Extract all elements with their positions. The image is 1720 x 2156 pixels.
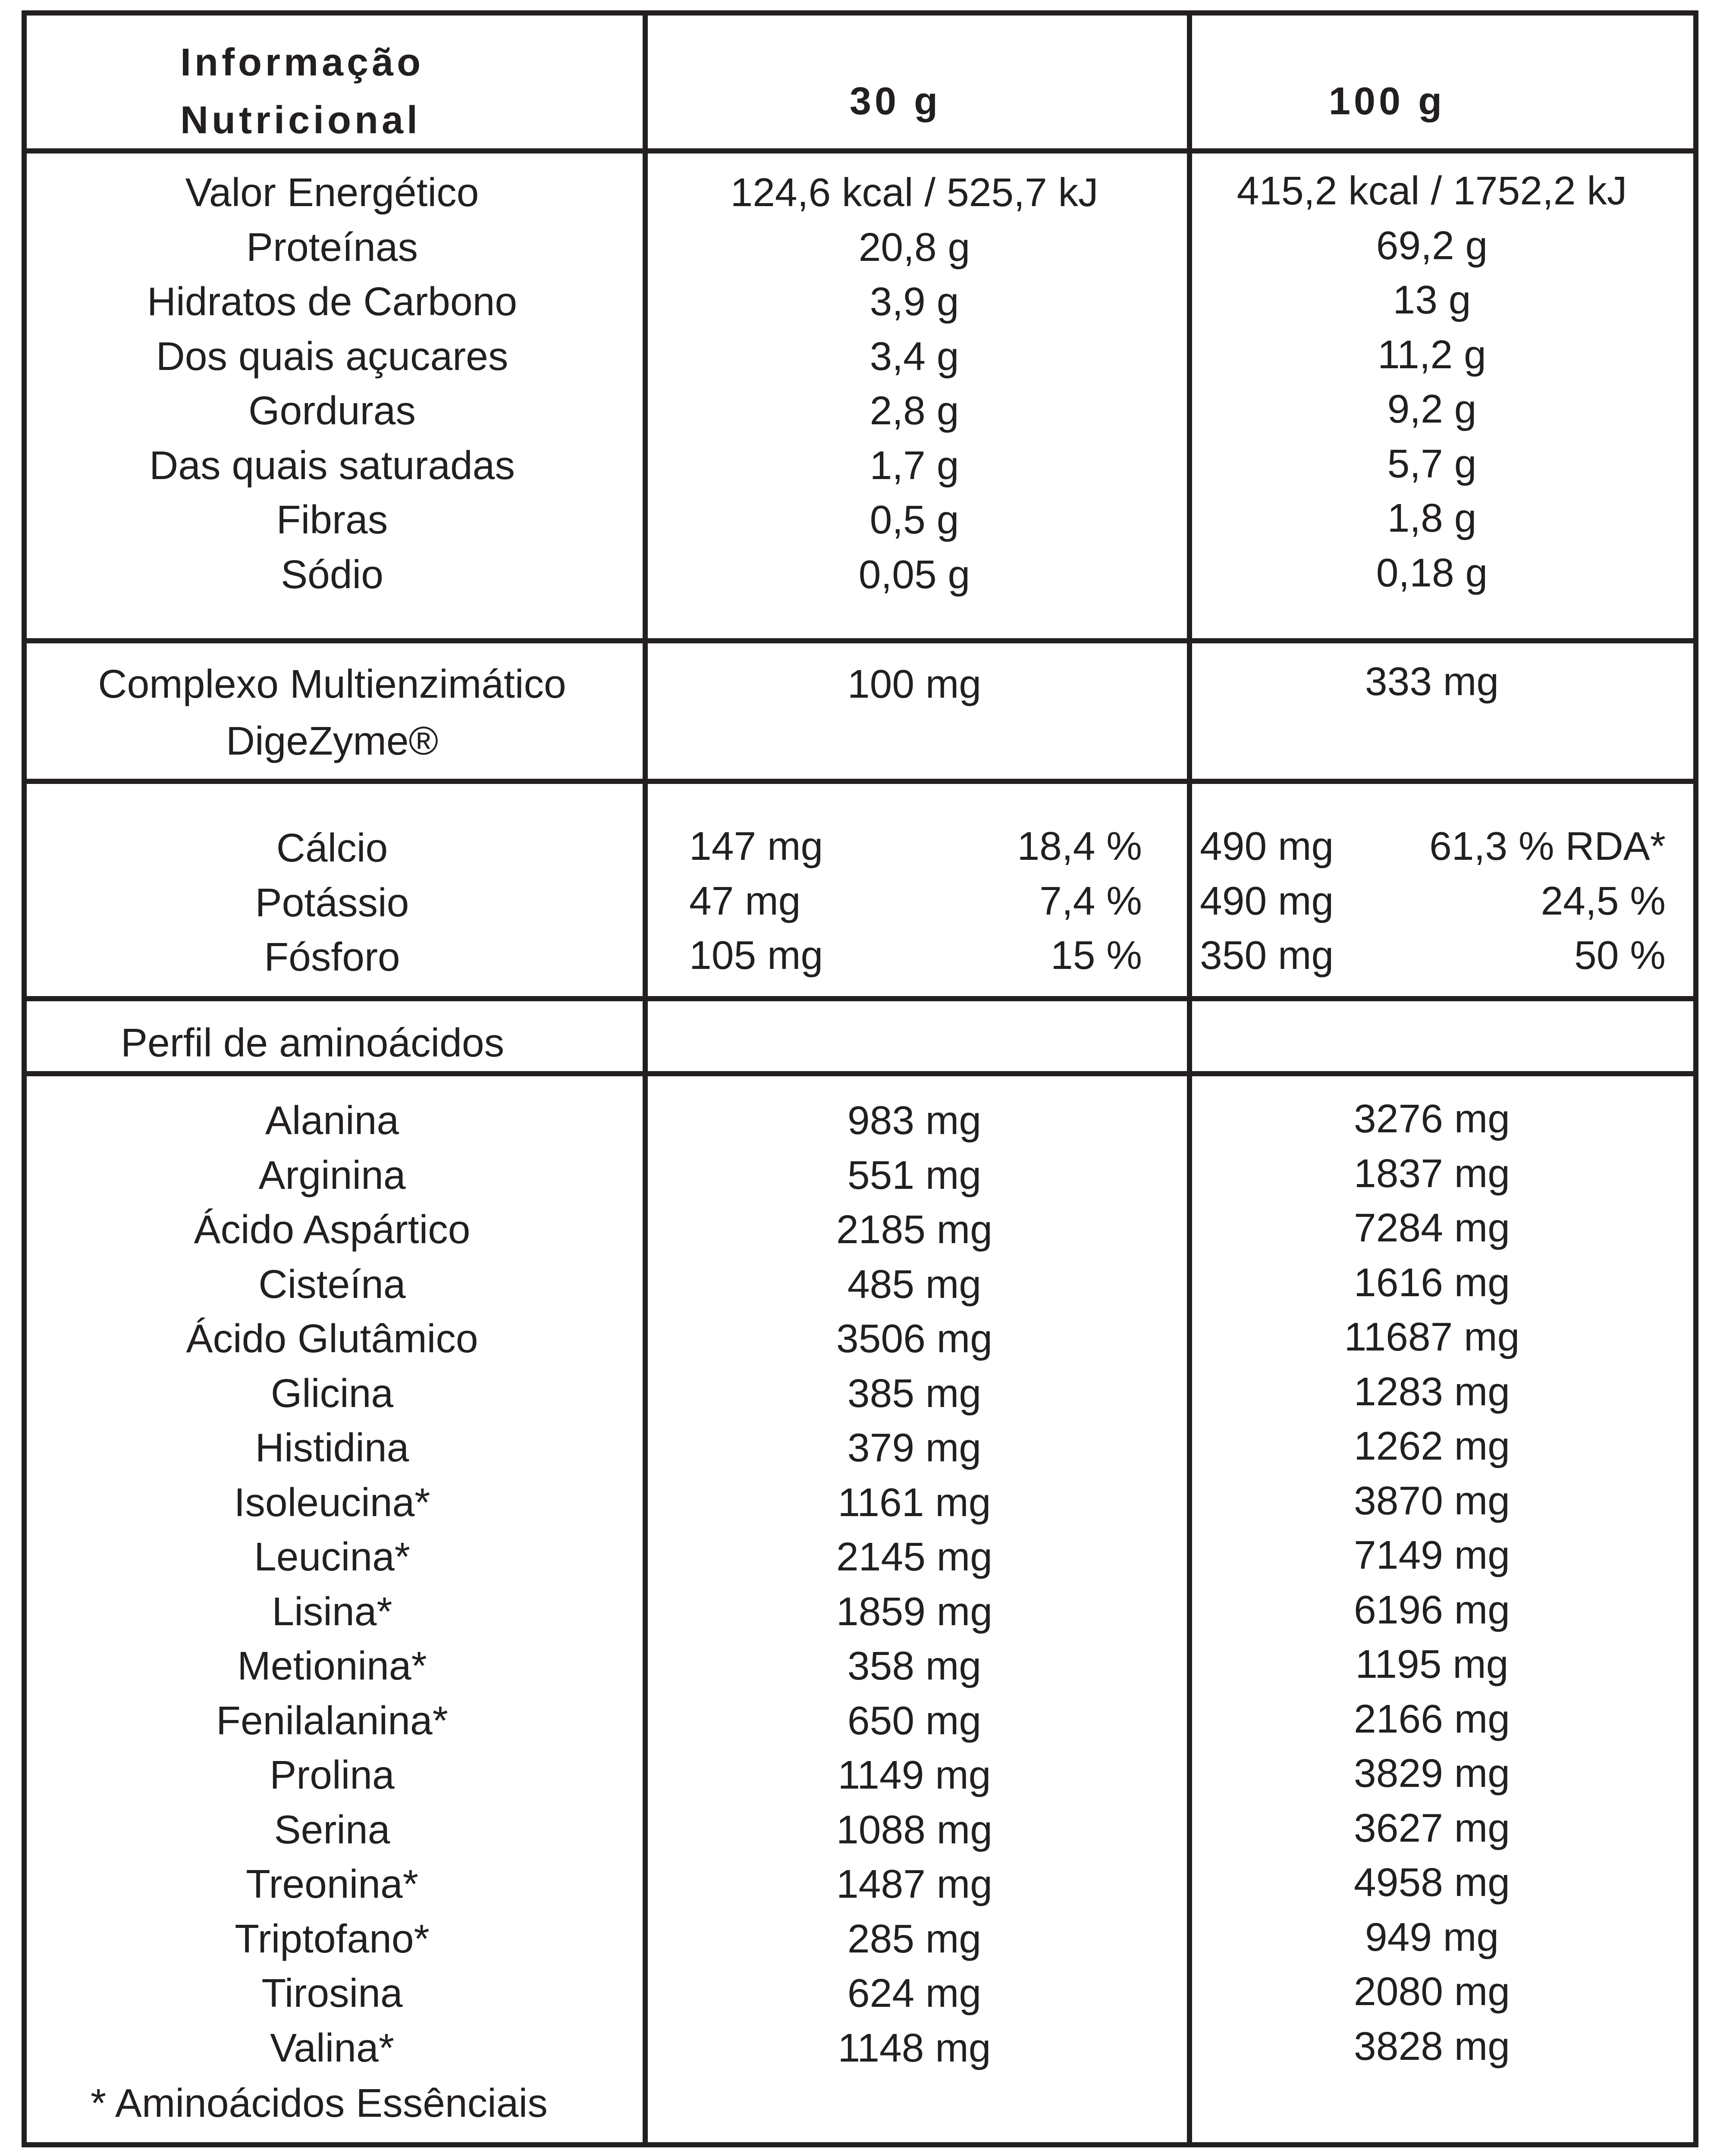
nutrient-value-30g: 20,8 g xyxy=(858,224,970,270)
mineral-pct-100g: 50 % xyxy=(1574,933,1666,978)
enzyme-value-100g: 333 mg xyxy=(1365,659,1499,704)
amino-acid-value-30g: 1148 mg xyxy=(838,2025,991,2070)
amino-acid-value-100g: 3829 mg xyxy=(1354,1751,1510,1796)
enzyme-value-30g: 100 mg xyxy=(847,661,982,706)
enzyme-name-line1: Complexo Multienzimático xyxy=(98,661,566,706)
amino-acid-name: Prolina xyxy=(270,1752,395,1797)
left-border xyxy=(22,10,27,2147)
mineral-mg-100g: 490 mg xyxy=(1200,824,1334,868)
mineral-name: Cálcio xyxy=(276,825,388,870)
amino-acid-name: Glicina xyxy=(270,1370,394,1416)
header-divider xyxy=(22,148,1698,154)
amino-acid-value-30g: 2145 mg xyxy=(836,1534,992,1579)
amino-acid-value-30g: 385 mg xyxy=(847,1370,982,1416)
amino-acid-value-30g: 983 mg xyxy=(847,1098,982,1143)
column-divider-1 xyxy=(643,10,648,2147)
essential-amino-footnote: * Aminoácidos Essênciais xyxy=(91,2081,548,2125)
amino-acid-value-100g: 1195 mg xyxy=(1355,1642,1509,1686)
nutrient-value-30g: 0,05 g xyxy=(858,552,970,597)
nutrient-value-30g: 3,9 g xyxy=(869,279,959,324)
nutrient-name: Das quais saturadas xyxy=(149,442,515,488)
amino-header-divider xyxy=(22,1071,1698,1076)
mineral-mg-100g: 490 mg xyxy=(1200,878,1334,923)
amino-acid-value-100g: 3828 mg xyxy=(1354,2023,1510,2068)
nutrient-value-100g: 1,8 g xyxy=(1387,495,1477,540)
mineral-pct-30g: 7,4 % xyxy=(1039,878,1142,923)
mineral-pct-100g: 61,3 % RDA* xyxy=(1429,824,1666,868)
amino-acid-value-100g: 949 mg xyxy=(1365,1914,1499,1959)
mineral-mg-100g: 350 mg xyxy=(1200,933,1334,978)
amino-acid-value-30g: 551 mg xyxy=(847,1152,982,1197)
amino-acid-value-30g: 1161 mg xyxy=(838,1479,991,1525)
amino-acid-value-100g: 4958 mg xyxy=(1354,1860,1510,1905)
nutrient-value-30g: 124,6 kcal / 525,7 kJ xyxy=(730,170,1099,215)
amino-acid-name: Ácido Glutâmico xyxy=(186,1316,478,1361)
mineral-mg-30g: 105 mg xyxy=(689,933,823,978)
nutrient-value-100g: 13 g xyxy=(1393,277,1471,322)
amino-acid-name: Treonina* xyxy=(246,1861,418,1906)
amino-acid-value-100g: 3627 mg xyxy=(1354,1805,1510,1850)
nutrient-value-30g: 3,4 g xyxy=(869,333,959,379)
amino-acid-value-30g: 379 mg xyxy=(847,1425,982,1470)
amino-acid-name: Valina* xyxy=(270,2025,394,2070)
amino-acid-value-100g: 3870 mg xyxy=(1354,1478,1510,1523)
amino-profile-header: Perfil de aminoácidos xyxy=(121,1020,505,1065)
nutrient-name: Valor Energético xyxy=(185,170,479,215)
amino-acid-name: Cisteína xyxy=(258,1261,406,1307)
amino-acid-value-30g: 624 mg xyxy=(847,1971,982,2015)
mineral-pct-30g: 18,4 % xyxy=(1017,824,1142,868)
amino-acid-name: Serina xyxy=(274,1807,390,1852)
energy-divider xyxy=(22,638,1698,643)
amino-acid-name: Lisina* xyxy=(272,1589,392,1634)
amino-acid-name: Metionina* xyxy=(237,1643,427,1688)
amino-acid-value-100g: 7149 mg xyxy=(1354,1532,1510,1577)
amino-acid-value-30g: 485 mg xyxy=(847,1261,982,1307)
top-border xyxy=(22,10,1698,16)
nutrient-value-30g: 2,8 g xyxy=(869,388,959,433)
header-title-line1: Informação xyxy=(180,41,424,84)
nutrient-value-30g: 0,5 g xyxy=(869,497,959,542)
amino-acid-value-100g: 3276 mg xyxy=(1354,1096,1510,1141)
mineral-pct-30g: 15 % xyxy=(1051,933,1142,978)
minerals-divider xyxy=(22,996,1698,1001)
nutrient-value-100g: 0,18 g xyxy=(1376,550,1488,595)
amino-acid-value-100g: 11687 mg xyxy=(1344,1314,1520,1359)
amino-acid-value-100g: 1837 mg xyxy=(1354,1150,1510,1196)
nutrient-value-30g: 1,7 g xyxy=(869,442,959,488)
header-col-30g: 30 g xyxy=(849,80,942,123)
amino-acid-name: Triptofano* xyxy=(235,1916,430,1961)
amino-acid-name: Histidina xyxy=(255,1425,409,1470)
nutrient-name: Hidratos de Carbono xyxy=(147,279,518,324)
mineral-pct-100g: 24,5 % xyxy=(1541,878,1666,923)
amino-acid-name: Ácido Aspártico xyxy=(194,1207,471,1252)
nutrient-name: Proteínas xyxy=(246,224,418,270)
amino-acid-name: Tirosina xyxy=(261,1971,403,2015)
amino-acid-value-100g: 2080 mg xyxy=(1354,1969,1510,2014)
nutrient-name: Gorduras xyxy=(248,388,416,433)
amino-acid-value-100g: 6196 mg xyxy=(1354,1587,1510,1632)
amino-acid-value-30g: 2185 mg xyxy=(836,1207,992,1252)
amino-acid-value-30g: 1487 mg xyxy=(836,1861,992,1906)
header-title-line2: Nutricional xyxy=(180,99,421,142)
right-border xyxy=(1693,10,1698,2147)
amino-acid-value-30g: 3506 mg xyxy=(836,1316,992,1361)
enzyme-name-line2: DigeZyme® xyxy=(226,718,439,763)
header-col-100g: 100 g xyxy=(1328,80,1446,123)
amino-acid-name: Fenilalanina* xyxy=(216,1698,448,1743)
amino-acid-name: Leucina* xyxy=(254,1534,410,1579)
amino-acid-value-100g: 7284 mg xyxy=(1354,1205,1510,1250)
nutrient-value-100g: 5,7 g xyxy=(1387,441,1477,486)
bottom-border xyxy=(22,2142,1698,2147)
amino-acid-value-30g: 1859 mg xyxy=(836,1589,992,1634)
amino-acid-name: Alanina xyxy=(265,1098,399,1143)
amino-acid-value-30g: 1149 mg xyxy=(838,1752,991,1797)
amino-acid-value-100g: 1283 mg xyxy=(1354,1369,1510,1414)
enzyme-divider xyxy=(22,779,1698,784)
nutrient-name: Fibras xyxy=(276,497,388,542)
mineral-name: Potássio xyxy=(255,880,409,925)
amino-acid-value-30g: 358 mg xyxy=(847,1643,982,1688)
nutrient-value-100g: 69,2 g xyxy=(1376,222,1488,268)
amino-acid-name: Isoleucina* xyxy=(234,1479,430,1525)
amino-acid-value-30g: 1088 mg xyxy=(836,1807,992,1852)
amino-acid-value-100g: 1616 mg xyxy=(1354,1260,1510,1305)
nutrient-value-100g: 9,2 g xyxy=(1387,386,1477,431)
amino-acid-value-100g: 2166 mg xyxy=(1354,1696,1510,1741)
nutrient-name: Dos quais açucares xyxy=(156,333,508,379)
amino-acid-name: Arginina xyxy=(258,1152,406,1197)
nutrient-value-100g: 11,2 g xyxy=(1378,332,1486,377)
mineral-mg-30g: 47 mg xyxy=(689,878,801,923)
mineral-mg-30g: 147 mg xyxy=(689,824,823,868)
column-divider-2 xyxy=(1187,10,1192,2147)
amino-acid-value-30g: 650 mg xyxy=(847,1698,982,1743)
nutrient-value-100g: 415,2 kcal / 1752,2 kJ xyxy=(1237,168,1627,213)
nutrient-name: Sódio xyxy=(281,552,383,597)
amino-acid-value-30g: 285 mg xyxy=(847,1916,982,1961)
mineral-name: Fósforo xyxy=(264,934,400,979)
amino-acid-value-100g: 1262 mg xyxy=(1354,1423,1510,1468)
